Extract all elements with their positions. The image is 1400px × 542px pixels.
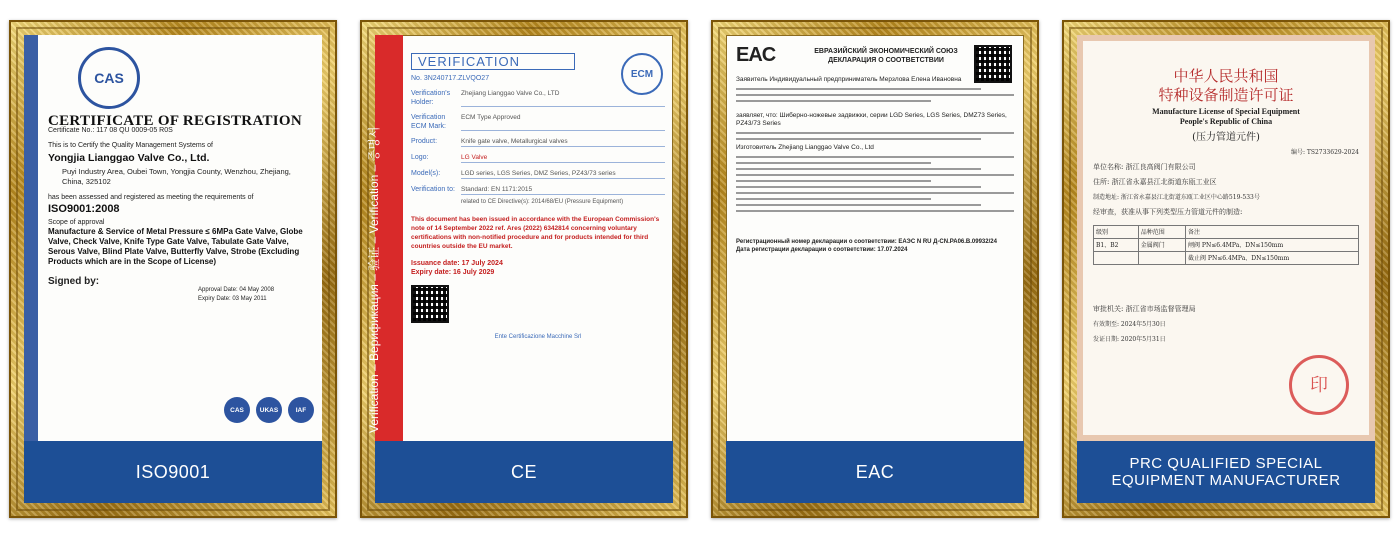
certificate-paper	[367, 35, 673, 503]
table-cell: B1、B2	[1094, 239, 1139, 252]
certificate-frame-ce	[360, 20, 688, 518]
directive: related to CE Directive(s): 2014/68/EU (Pressure Equipment)	[461, 199, 624, 205]
caption-iso9001: ISO9001	[24, 441, 322, 503]
certificate-paper	[24, 35, 322, 503]
qr-code-icon	[411, 285, 449, 323]
cas-logo: CAS	[78, 47, 140, 109]
row-mark	[411, 113, 665, 131]
text-line	[736, 186, 981, 188]
table-header-cell: 级别	[1094, 226, 1139, 239]
ecm-logo: ECM	[621, 53, 663, 95]
text-line	[736, 168, 981, 170]
table-cell	[1094, 252, 1139, 265]
certificate-paper	[1077, 35, 1375, 503]
caption-ce: CE	[375, 441, 673, 503]
license-subtitle: (压力管道元件)	[1192, 132, 1260, 143]
iaf-badge-icon: IAF	[288, 397, 314, 423]
text-line	[736, 94, 1014, 96]
valid-until: 有效期至: 2024年5月30日	[1093, 321, 1166, 328]
certificate-frame-iso9001	[9, 20, 337, 518]
license-number: 编号: TS2733629-2024	[1290, 149, 1359, 156]
text-line	[736, 204, 981, 206]
row-key: Verification ECM Mark:	[411, 114, 446, 130]
qr-code-icon	[974, 45, 1012, 83]
issue-date: 发证日期: 2020年5月31日	[1093, 336, 1166, 343]
text-line	[736, 162, 931, 164]
company-name: Yongjia Lianggao Valve Co., Ltd.	[48, 152, 210, 164]
row-value: Knife gate valve, Metallurgical valves	[461, 137, 665, 147]
declaration-heading: ЕВРАЗИЙСКИЙ ЭКОНОМИЧЕСКИЙ СОЮЗ ДЕКЛАРАЦИЯ О СООТВЕТСТВИИ	[814, 48, 958, 64]
assessed-line: has been assessed and registered as meeting the requirements of	[48, 194, 254, 201]
scope-text: 经审查，获准从事下列类型压力管道元件的制造:	[1093, 208, 1243, 216]
eac-declaration	[726, 35, 1024, 441]
table-cell: 金属阀门	[1138, 239, 1185, 252]
scope-text: Manufacture & Service of Metal Pressure ≤ 6MPa Gate Valve, Globe Valve, Check Valve, Knife Type Gate Valve, Tabulate Gate Valve, Serous Valve, Blind Plate Valve, Butterfly Valve, Strobe (Excluding Products which are in the Scope of License)	[48, 227, 303, 266]
table-header-cell: 备注	[1186, 226, 1359, 239]
verification-number: No. 3N240717.ZLVQO27	[411, 75, 490, 82]
manufacturer: Изготовитель Zhejiang Lianggao Valve Co., Ltd	[736, 144, 874, 151]
issuer-footer: Ente Certificazione Macchine Srl	[494, 334, 582, 340]
text-line	[736, 210, 1014, 212]
row-value: ECM Type Approved	[461, 113, 665, 131]
certificate-frame-eac	[711, 20, 1039, 518]
row-verification-to	[411, 185, 665, 195]
text-line	[736, 138, 981, 140]
signed-by: Signed by:	[48, 276, 100, 287]
text-line	[736, 88, 981, 90]
caption-eac: EAC	[726, 441, 1024, 503]
product-declaration: заявляет, что: Шиберно-ножевые задвижки, серии LGD Series, LGS Series, DMZ73 Series, PZ43/73 Series	[736, 112, 1007, 127]
iso-certificate	[24, 35, 322, 441]
row-product	[411, 137, 665, 147]
row-key: Verification to:	[411, 186, 455, 193]
manufacturing-address: 制造地址: 浙江省永嘉县江北街道东瓯工业区中心路519-533号	[1093, 194, 1260, 201]
issuing-authority: 审批机关: 浙江省市场监督管理局	[1093, 305, 1196, 313]
row-key: Verification's Holder:	[411, 90, 451, 106]
table-row	[1094, 239, 1359, 252]
ce-certificate	[375, 35, 673, 441]
registration-date: Дата регистрации декларации о соответствии: 17.07.2024	[736, 247, 908, 253]
expiry-date: Expiry date: 16 July 2029	[411, 269, 495, 276]
table-header-cell: 品种范围	[1138, 226, 1185, 239]
row-value: LG Valve	[461, 153, 665, 163]
declaration-body	[736, 76, 1014, 254]
row-key: Logo:	[411, 154, 429, 161]
row-value: Standard: EN 1171:2015	[461, 185, 665, 195]
row-holder	[411, 89, 665, 107]
row-key: Model(s):	[411, 170, 441, 177]
eac-logo: EAC	[736, 44, 776, 66]
certificate-paper	[726, 35, 1024, 503]
row-value: LGD series, LGS Series, DMZ Series, PZ43/73 series	[461, 169, 665, 179]
issuance-date: Issuance date: 17 July 2024	[411, 260, 503, 267]
license-title-en-2: People's Republic of China	[1179, 117, 1273, 126]
text-line	[736, 174, 1014, 176]
side-strip-text: Verification – Верификация – 验证 – Verification – 증명서	[367, 126, 381, 433]
registration-number: Регистрационный номер декларации о соответствии: ЕАЭС N RU Д-CN.РА06.В.09932/24	[736, 239, 997, 245]
certify-line: This is to Certify the Quality Management Systems of	[48, 142, 213, 149]
caption-prc: PRC QUALIFIED SPECIAL EQUIPMENT MANUFACTURER	[1077, 441, 1375, 503]
scope-label: Scope of approval	[48, 219, 105, 226]
applicant: Заявитель Индивидуальный предприниматель Мерзлова Елена Ивановна	[736, 76, 962, 83]
license-title-cn-2: 特种设备制造许可证	[1158, 86, 1294, 104]
certificate-title: CERTIFICATE OF REGISTRATION	[48, 113, 303, 129]
cas-badge-icon: CAS	[224, 397, 250, 423]
standard: ISO9001:2008	[48, 203, 120, 215]
table-cell	[1138, 252, 1185, 265]
license-title-cn-1: 中华人民共和国	[1173, 67, 1279, 85]
company-address: Puyi Industry Area, Oubei Town, Yongjia County, Wenzhou, Zhejiang, China, 325102	[62, 167, 291, 186]
license-table	[1093, 225, 1359, 265]
official-seal-icon: 印	[1289, 355, 1349, 415]
row-models	[411, 169, 665, 179]
unit-address: 住所: 浙江省永嘉县江北街道东瓯工业区	[1093, 178, 1217, 186]
certificate-frame-prc	[1062, 20, 1390, 518]
row-value: Zhejiang Lianggao Valve Co., LTD	[461, 89, 665, 107]
text-line	[736, 198, 931, 200]
text-line	[736, 180, 931, 182]
license-title-en-1: Manufacture License of Special Equipment	[1152, 107, 1300, 116]
unit-name: 单位名称: 浙江良高阀门有限公司	[1093, 163, 1196, 171]
prc-license	[1077, 35, 1375, 441]
text-line	[736, 192, 1014, 194]
row-logo	[411, 153, 665, 163]
table-row	[1094, 252, 1359, 265]
text-line	[736, 132, 1014, 134]
certificate-number: Certificate No.: 117 08 QU 0009-05 R0S	[48, 127, 173, 134]
verification-heading: VERIFICATION	[411, 53, 575, 70]
expiry-date: Expiry Date: 03 May 2011	[198, 296, 267, 302]
ukas-badge-icon: UKAS	[256, 397, 282, 423]
accreditation-badges	[224, 397, 314, 423]
table-cell: 闸阀 PN≤6.4MPa、DN≤150mm	[1186, 239, 1359, 252]
table-row	[1094, 226, 1359, 239]
text-line	[736, 156, 1014, 158]
notice-text: This document has been issued in accordance with the European Commission's note of 14 September 2022 ref. Ares (2022) 6342814 concerning voluntary certifications with non-notified procedure and for products intended for third countries outside the EU market.	[411, 216, 660, 250]
row-key: Product:	[411, 138, 438, 145]
text-line	[736, 100, 931, 102]
approval-date: Approval Date: 04 May 2008	[198, 287, 275, 293]
table-cell: 截止阀 PN≤6.4MPa、DN≤150mm	[1186, 252, 1359, 265]
